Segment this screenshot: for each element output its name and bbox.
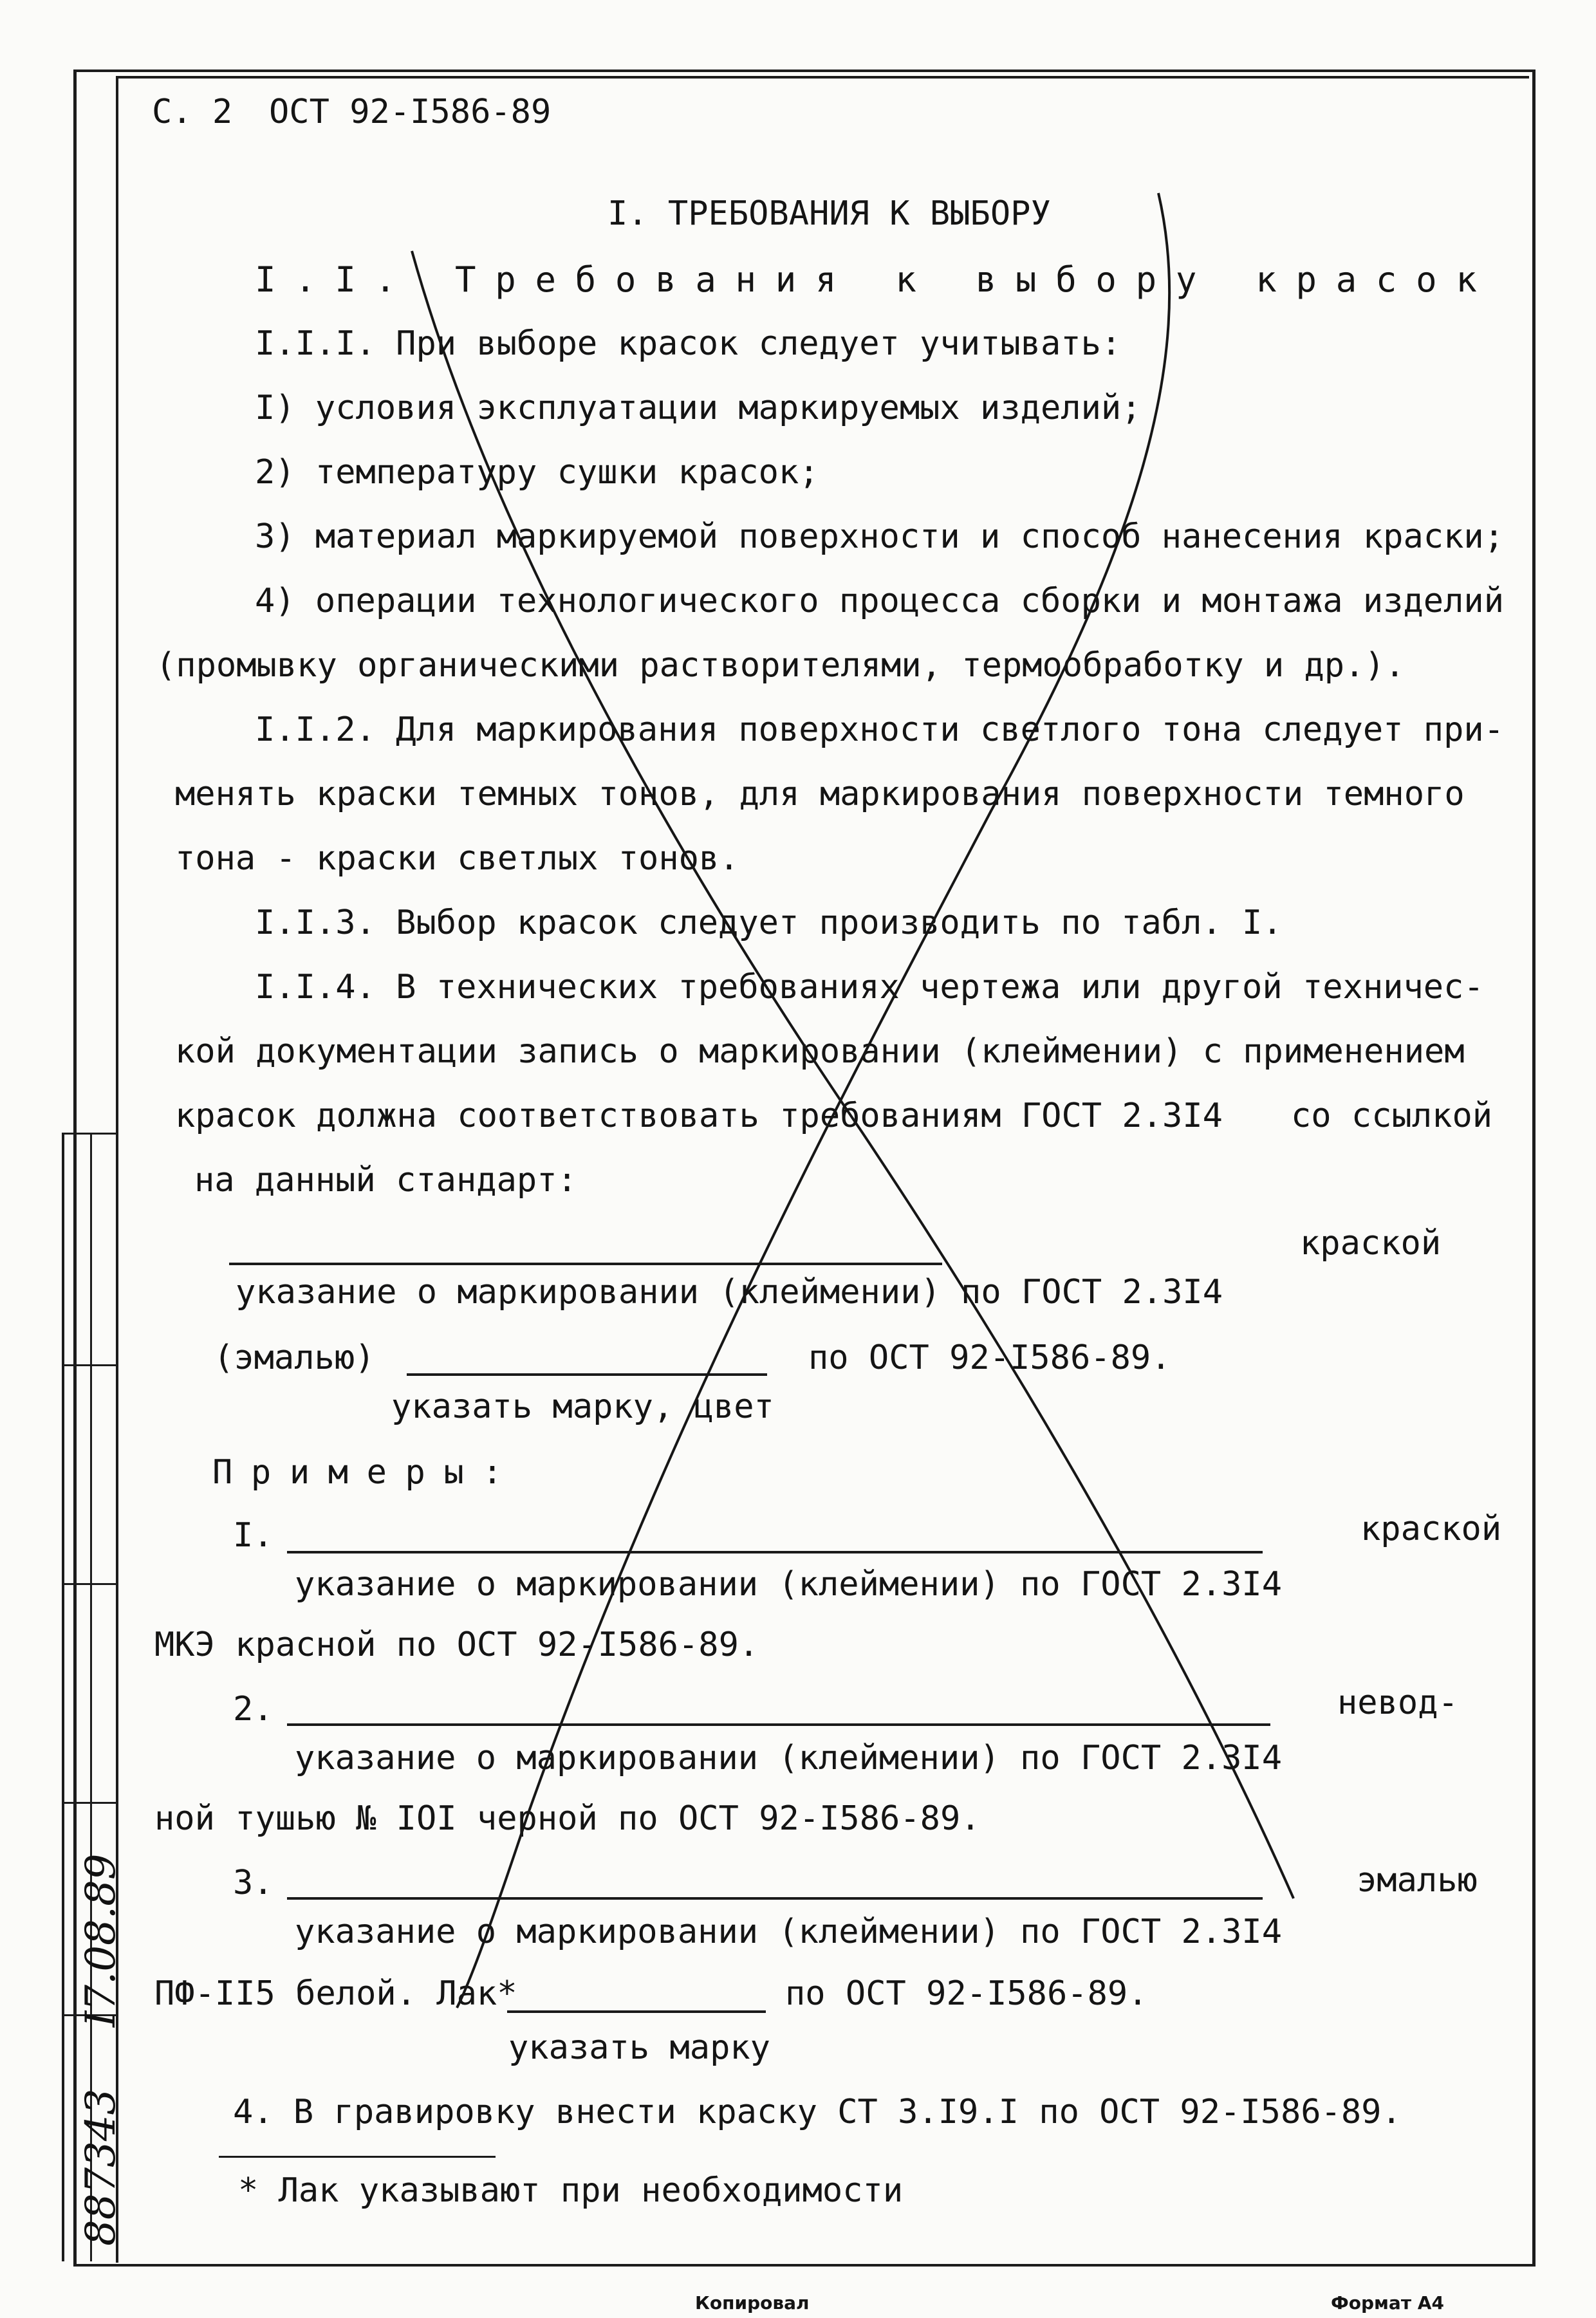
example-3-tail: эмалью bbox=[1357, 1861, 1478, 1900]
margin-stamp-number: 887343 bbox=[77, 2088, 125, 2246]
template-caption-marking: указание о маркировании (клеймении) по ГОСТ 2.3І4 bbox=[236, 1273, 1223, 1312]
example-4: 4. В гравировку внести краску СТ 3.І9.І по ОСТ 92-І586-89. bbox=[233, 2093, 1402, 2131]
clause-item-4: 4) операции технологического процесса сборки и монтажа изделий bbox=[255, 582, 1505, 620]
standard-code: ОСТ 92-І586-89 bbox=[269, 93, 552, 131]
example-2-tail: невод- bbox=[1337, 1683, 1458, 1722]
clause-1-1-2-line2: менять краски темных тонов, для маркирования поверхности темного bbox=[175, 775, 1465, 813]
clause-item-2: 2) температуру сушки красок; bbox=[255, 453, 819, 492]
clause-item-4-cont: (промывку органическими растворителями, термообработку и др.). bbox=[156, 646, 1406, 685]
example-1-caption: указание о маркировании (клеймении) по ГОСТ 2.3І4 bbox=[295, 1565, 1283, 1604]
cancellation-stroke-rising bbox=[457, 193, 1169, 2013]
margin-stamp-date: І7.08.89 bbox=[77, 1853, 125, 2027]
section-title: І. ТРЕБОВАНИЯ К ВЫБОРУ bbox=[608, 194, 1051, 233]
clause-item-3: 3) материал маркируемой поверхности и способ нанесения краски; bbox=[255, 517, 1505, 556]
clause-1-1-1: І.І.І. При выборе красок следует учитывать: bbox=[255, 324, 1122, 363]
clause-1-1-4: І.І.4. В технических требованиях чертежа или другой техничес- bbox=[255, 968, 1484, 1006]
example-1-number: І. bbox=[233, 1516, 274, 1555]
example-3-ost-ref: по ОСТ 92-І586-89. bbox=[785, 1974, 1148, 2013]
template-enamel-word: (эмалью) bbox=[214, 1339, 375, 1377]
examples-heading: Примеры: bbox=[212, 1453, 521, 1492]
clause-1-1-4-line2: кой документации запись о маркировании (клеймении) с применением bbox=[175, 1032, 1465, 1071]
example-1-cont: МКЭ красной по ОСТ 92-І586-89. bbox=[154, 1626, 759, 1664]
subsection-title: І.І. Требования к выбору красок bbox=[255, 259, 1496, 300]
clause-1-1-2: І.І.2. Для маркирования поверхности светлого тона следует при- bbox=[255, 710, 1505, 749]
clause-1-1-2-line3: тона - краски светлых тонов. bbox=[175, 839, 739, 878]
clause-item-1: І) условия эксплуатации маркируемых изделий; bbox=[255, 389, 1142, 427]
template-ost-ref: по ОСТ 92-І586-89. bbox=[808, 1339, 1171, 1377]
clause-1-1-4-line3-end: со ссылкой bbox=[1291, 1097, 1493, 1135]
example-2-caption: указание о маркировании (клеймении) по ГОСТ 2.3І4 bbox=[295, 1739, 1283, 1777]
example-3-caption: указание о маркировании (клеймении) по ГОСТ 2.3І4 bbox=[295, 1913, 1283, 1951]
template-paint-word: краской bbox=[1300, 1224, 1442, 1263]
example-3-number: 3. bbox=[233, 1864, 274, 1902]
footer-copied: Копировал bbox=[695, 2292, 810, 2313]
clause-1-1-4-line3: красок должна соответствовать требованиям ГОСТ 2.3І4 bbox=[175, 1097, 1223, 1135]
example-2-number: 2. bbox=[233, 1690, 274, 1729]
footnote: * Лак указывают при необходимости bbox=[238, 2171, 904, 2210]
clause-1-1-4-line4: на данный стандарт: bbox=[194, 1161, 577, 1200]
template-caption-brand: указать марку, цвет bbox=[391, 1387, 774, 1426]
example-3-cont: ПФ-ІІ5 белой. Лак* bbox=[154, 1974, 517, 2013]
example-1-tail: краской bbox=[1360, 1510, 1502, 1548]
example-2-cont: ной тушью № ІОІ черной по ОСТ 92-І586-89. bbox=[154, 1799, 981, 1838]
footer-format: Формат А4 bbox=[1331, 2292, 1444, 2313]
clause-1-1-3: І.І.3. Выбор красок следует производить по табл. І. bbox=[255, 904, 1283, 942]
page-number: С. 2 bbox=[152, 93, 233, 131]
example-3-caption-brand: указать марку bbox=[508, 2028, 770, 2067]
